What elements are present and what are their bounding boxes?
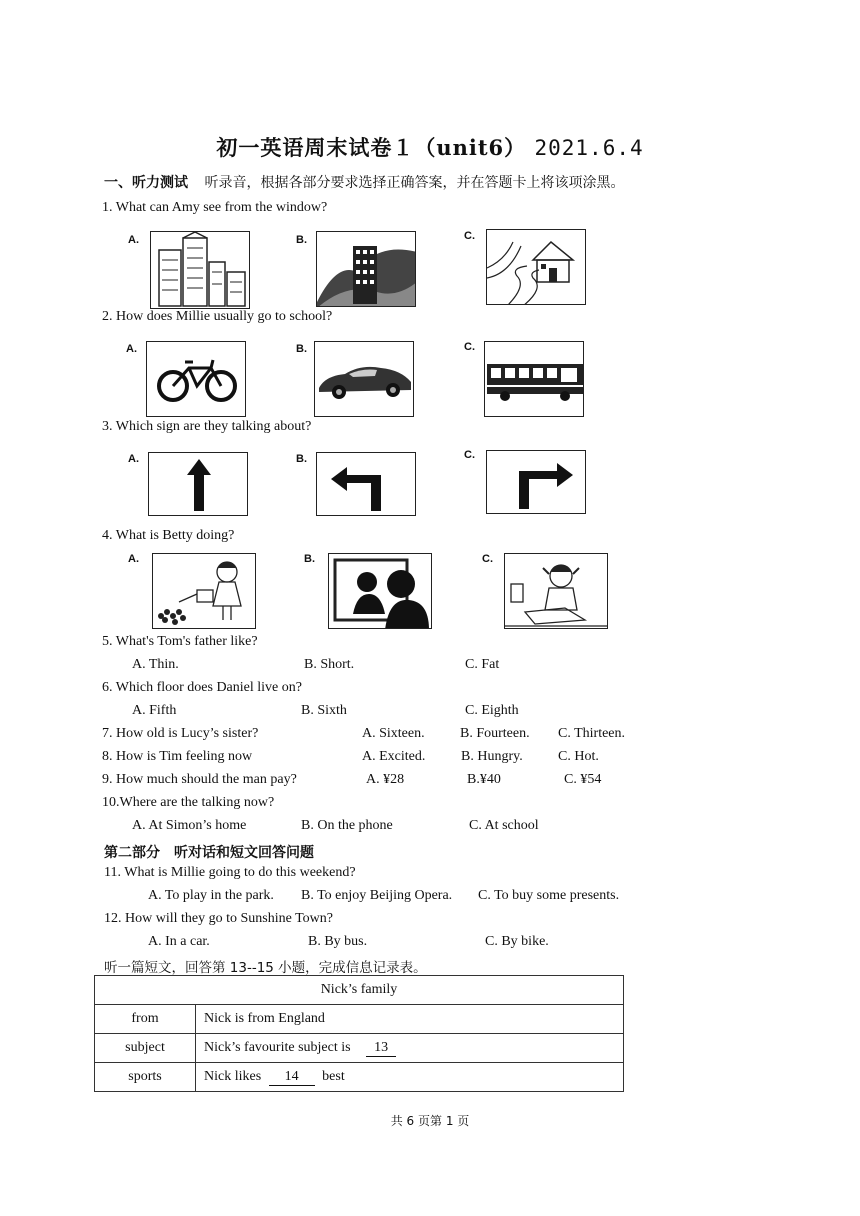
q1-label-c: C. [464, 230, 475, 242]
q11-text: 11. What is Millie going to do this weekend? [104, 865, 356, 880]
q7-option-b: B. Fourteen. [460, 726, 530, 741]
q2-label-c: C. [464, 341, 475, 353]
q2-text: 2. How does Millie usually go to school? [102, 309, 333, 324]
q5-text: 5. What's Tom's father like? [102, 634, 258, 649]
q4-label-c: C. [482, 553, 493, 565]
q10-text: 10.Where are the talking now? [102, 795, 275, 810]
q8-option-b: B. Hungry. [461, 749, 523, 764]
row-label: subject [95, 1034, 196, 1063]
q5-option-b: B. Short. [304, 657, 355, 672]
q6-option-b: B. Sixth [301, 703, 347, 718]
q3-image-b-left-turn-sign [316, 452, 416, 516]
q4-label-a: A. [128, 553, 139, 565]
row-content [196, 1063, 624, 1092]
q6-option-c: C. Eighth [465, 703, 519, 718]
table-row [95, 1005, 624, 1034]
q4-image-b-people-on-tv [328, 553, 432, 629]
q8-option-a: A. Excited. [362, 749, 426, 764]
row-text: Nick likes [204, 1068, 262, 1084]
q1-image-b-building-mountain [316, 231, 416, 307]
q2-label-a: A. [126, 343, 137, 355]
row-text-after: best [322, 1068, 345, 1084]
q9-option-c: C. ¥54 [564, 772, 602, 787]
row-text: Nick’s favourite subject is [204, 1039, 351, 1055]
q11-option-c: C. To buy some presents. [478, 888, 620, 903]
q9-option-a: A. ¥28 [366, 772, 405, 787]
q6-option-a: A. Fifth [132, 703, 177, 718]
q7-option-a: A. Sixteen. [362, 726, 425, 741]
section2-heading: 第二部分 听对话和短文回答问题 [104, 845, 314, 861]
section1-instruction: 听录音，根据各部分要求选择正确答案，并在答题卡上将该项涂黑。 [204, 175, 625, 191]
q5-option-a: A. Thin. [132, 657, 179, 672]
q7-text: 7. How old is Lucy’s sister? [102, 726, 259, 741]
q8-option-c: C. Hot. [558, 749, 599, 764]
q2-image-a-bicycle [146, 341, 246, 417]
passage-instruction: 听一篇短文，回答第 13--15 小题，完成信息记录表。 [104, 960, 427, 976]
row-label: sports [95, 1063, 196, 1092]
q9-option-b: B.¥40 [467, 772, 501, 787]
q1-image-a-city-buildings [150, 231, 250, 309]
title-date: 2021.6.4 [534, 136, 644, 160]
q12-option-c: C. By bike. [485, 934, 549, 949]
q12-option-a: A. In a car. [148, 934, 210, 949]
q3-text: 3. Which sign are they talking about? [102, 419, 312, 434]
table-title: Nick’s family [95, 976, 624, 1005]
q3-image-c-right-turn-sign [486, 450, 586, 514]
q1-label-a: A. [128, 234, 139, 246]
q5-option-c: C. Fat [465, 657, 500, 672]
title-text: 初一英语周末试卷１（unit6） [216, 135, 527, 160]
q1-image-c-house-road [486, 229, 586, 305]
q3-label-c: C. [464, 449, 475, 461]
row-content [196, 1034, 624, 1063]
q3-label-a: A. [128, 453, 139, 465]
page-title [0, 132, 860, 162]
q11-option-a: A. To play in the park. [148, 888, 274, 903]
q11-option-b: B. To enjoy Beijing Opera. [301, 888, 453, 903]
q4-text: 4. What is Betty doing? [102, 528, 235, 543]
q12-option-b: B. By bus. [308, 934, 368, 949]
q2-image-b-car [314, 341, 414, 417]
row-label: from [95, 1005, 196, 1034]
q2-label-b: B. [296, 343, 307, 355]
q4-label-b: B. [304, 553, 315, 565]
table-title-row [95, 976, 624, 1005]
q10-option-c: C. At school [469, 818, 539, 833]
q12-text: 12. How will they go to Sunshine Town? [104, 911, 333, 926]
q4-image-a-girl-watering-flowers [152, 553, 256, 629]
section1-heading: 一、听力测试 [104, 175, 188, 191]
q8-text: 8. How is Tim feeling now [102, 749, 253, 764]
q3-image-a-straight-arrow-sign [148, 452, 248, 516]
q9-text: 9. How much should the man pay? [102, 772, 297, 787]
q1-label-b: B. [296, 234, 307, 246]
table-row [95, 1034, 624, 1063]
q1-text: 1. What can Amy see from the window? [102, 200, 328, 215]
row-text: Nick is from England [204, 1011, 325, 1026]
q10-option-a: A. At Simon’s home [132, 818, 247, 833]
q6-text: 6. Which floor does Daniel live on? [102, 680, 302, 695]
answer-blank-13[interactable]: 13 [366, 1040, 396, 1057]
row-content [196, 1005, 624, 1034]
q3-label-b: B. [296, 453, 307, 465]
table-row [95, 1063, 624, 1092]
q7-option-c: C. Thirteen. [558, 726, 626, 741]
q4-image-c-girl-at-computer [504, 553, 608, 629]
answer-blank-14[interactable]: 14 [269, 1069, 315, 1086]
q10-option-b: B. On the phone [301, 818, 393, 833]
q2-image-c-bus [484, 341, 584, 417]
section1-line [104, 172, 624, 192]
page-footer: 共 6 页第 1 页 [390, 1114, 470, 1128]
info-record-table [94, 975, 624, 1092]
